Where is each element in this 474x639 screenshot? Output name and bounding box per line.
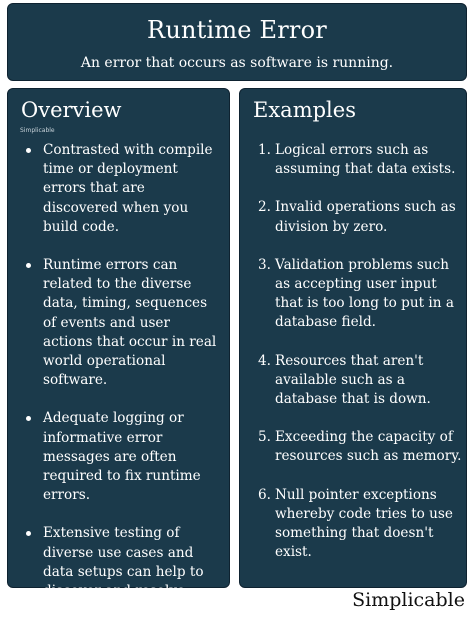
example-item (258, 141, 463, 179)
brand-logo: Simplicable (352, 589, 465, 611)
overview-item: Adequate logging or informative error messages are often required to fix runtime errors. (22, 409, 222, 505)
page-subtitle: An error that occurs as software is running. (80, 55, 394, 71)
example-item (258, 428, 463, 466)
page-title: Runtime Error (147, 16, 327, 44)
example-number: 4. (258, 352, 271, 369)
example-number: 5. (258, 429, 271, 446)
example-number: 3. (258, 256, 271, 273)
overview-panel (7, 88, 230, 619)
watermark: Simplicable (20, 127, 55, 134)
example-number: 6. (258, 486, 271, 503)
examples-list (258, 141, 463, 581)
examples-heading: Examples (253, 98, 356, 122)
overview-heading: Overview (21, 98, 122, 122)
example-item (258, 256, 463, 333)
example-number: 1. (258, 142, 271, 158)
overview-list (22, 141, 222, 639)
example-text: Logical errors such as assuming that data exists. (275, 142, 456, 178)
overview-item: Contrasted with compile time or deployment errors that are discovered when you build code. (22, 141, 222, 237)
example-number: 2. (258, 199, 271, 216)
example-text: Resources that aren't available such as a database that is down. (275, 352, 431, 408)
example-text: Invalid operations such as division by zero. (275, 199, 456, 235)
example-text: Null pointer exceptions whereby code tries to use something that doesn't exist. (275, 486, 453, 561)
example-text: Validation problems such as accepting user input that is too long to put in a database field. (275, 256, 454, 331)
examples-panel (239, 88, 467, 588)
overview-item: Extensive testing of diverse use cases and data setups can help to discover and resolve runtime errors. (22, 524, 222, 620)
example-item (258, 486, 463, 563)
example-text: Exceeding the capacity of resources such as memory. (275, 429, 462, 465)
overview-item: Runtime errors can related to the diverse data, timing, sequences of events and user actions that occur in real world operational software. (22, 256, 222, 390)
example-item (258, 352, 463, 410)
example-item (258, 198, 463, 236)
title-panel (7, 3, 467, 81)
